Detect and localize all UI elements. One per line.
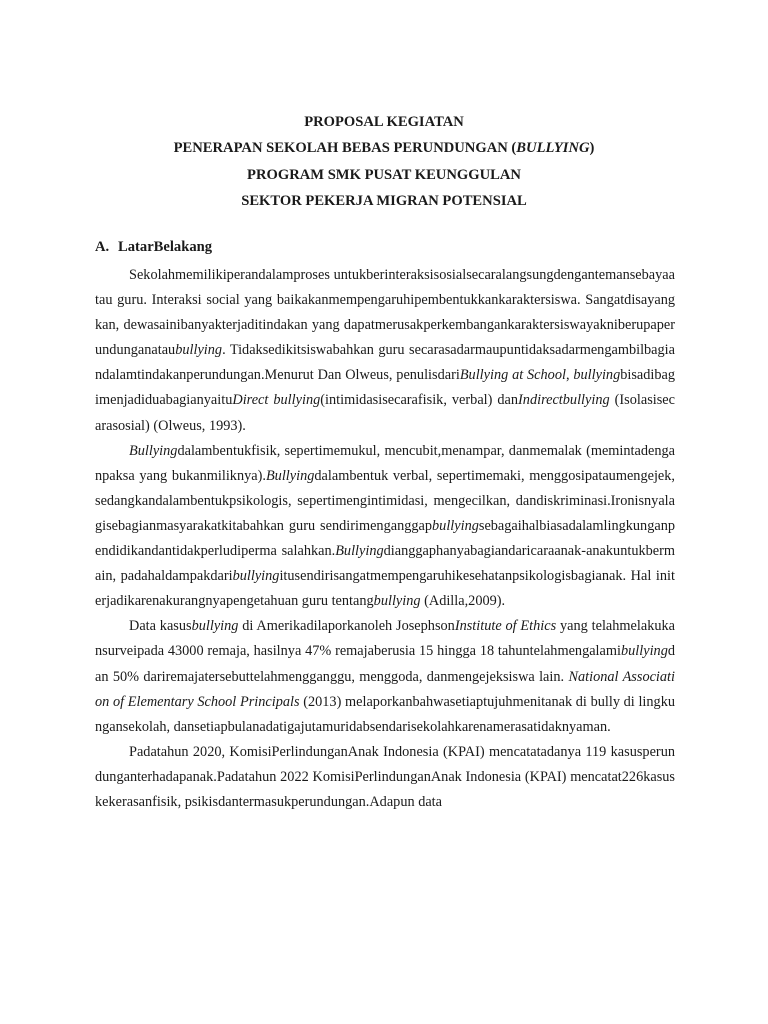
document-title [0, 109, 768, 215]
paragraph-run-italic: Bullying [129, 442, 178, 459]
document-body [95, 263, 675, 815]
title-line-3: PROGRAM SMK PUSAT KEUNGGULAN [247, 166, 521, 183]
paragraph-run: Data kasus [129, 618, 192, 635]
paragraph-run-italic: Bullying at School [459, 367, 566, 384]
paragraph-run: itusendirisangatmempengaruhikesehatanpsikologisbagianak. Hal initerjadikarenakurangnyapengetahuan guru tentang [95, 568, 675, 610]
paragraph-run: (intimidasisecarafisik, verbal) dan [320, 392, 519, 409]
paragraph-4 [95, 740, 675, 815]
paragraph-run: Sekolahmemilikiperandalamproses untukberinteraksisosialsecaralangsungdengantemansebayaatau guru. Interaksi social yang baikakanmempengaruhipembentukkankaraktersiswa. Sangatdisayangkan, dewasainibanyakterjaditindakan yang dapatmerusakperkembangankaraktersiswayakniberupaperundunganatau [95, 267, 675, 359]
paragraph-run: (Isolasisecarasosial) (Olweus, 1993). [95, 392, 675, 434]
section-heading [95, 236, 212, 258]
paragraph-run-italic: bullying [573, 367, 621, 384]
paragraph-run-italic: Direct bullying [232, 392, 321, 409]
paragraph-run-italic: Bullying [335, 543, 384, 560]
title-line-1: PROPOSAL KEGIATAN [304, 114, 464, 130]
paragraph-run: dalambentuk verbal, sepertimemaki, menggosipataumengejek, sedangkandalambentukpsikologis, sepertimengintimidasi, mengecilkan, dandiskriminasi.Ironisnyalagisebagianmasyarakatkitabahkan guru sendirimenganggap [95, 467, 675, 534]
title-line-2-close: ) [589, 140, 595, 157]
title-line-2 [0, 135, 768, 161]
paragraph-run: bisadibagimenjadiduabagianyaitu [95, 367, 676, 409]
paragraph-run: Padatahun 2020, KomisiPerlindunganAnak Indonesia (KPAI) mencatatadanya 119 kasusperundunganterhadapanak.Padatahun 2022 KomisiPerlindunganAnak Indonesia (KPAI) mencatat226kasuskekerasanfisik, psikisdantermasukperundungan.Adapun data [95, 743, 675, 810]
paragraph-3 [95, 614, 675, 739]
paragraph-run-italic: Indirectbullying [518, 392, 610, 409]
paragraph-run-italic: bullying [373, 593, 421, 610]
paragraph-run-italic: bullying [191, 618, 239, 635]
paragraph-run: dalambentukfisik, sepertimemukul, mencubit,menampar, danmemalak (memintadenganpaksa yang bukanmiliknya). [95, 442, 675, 484]
paragraph-run-italic: bullying [232, 568, 280, 585]
paragraph-run: dan 50% dariremajatersebuttelahmengganggu, menggoda, danmengejeksiswa lain. [95, 643, 675, 685]
paragraph-run: dianggaphanyabagiandaricaraanak-anakuntukbermain, padahaldampakdari [95, 543, 675, 585]
paragraph-run: . Tidaksedikitsiswabahkan guru secarasadarmaupuntidaksadarmengambilbagiandalamtindakanperundungan.Menurut Dan Olweus, penulisdari [95, 342, 675, 384]
paragraph-run-italic: Institute of Ethics [454, 618, 557, 635]
paragraph-2 [95, 439, 675, 615]
paragraph-run-italic: Bullying [265, 467, 315, 484]
paragraph-run: (Adilla,2009). [420, 593, 506, 610]
paragraph-1 [95, 263, 675, 439]
paragraph-run-italic: bullying [620, 643, 668, 660]
paragraph-run: yang telahmelakukansurveipada 43000 remaja, hasilnya 47% remajaberusia 15 hingga 18 tahuntelahmengalami [95, 618, 675, 660]
paragraph-run-italic: National Association of Elementary School Principals [95, 668, 675, 710]
paragraph-run-italic: bullying [432, 517, 479, 534]
paragraph-run: , [565, 367, 574, 384]
paragraph-run-italic: bullying [175, 342, 223, 359]
paragraph-run: sebagaihalbiasadalamlingkunganpendidikandantidakperludiperma salahkan. [95, 517, 675, 560]
paragraph-run: di Amerikadilaporkanoleh Josephson [238, 618, 455, 635]
section-title: LatarBelakang [118, 239, 213, 255]
section-number: A. [95, 239, 110, 255]
title-line-2-text: PENERAPAN SEKOLAH BEBAS PERUNDUNGAN ( [173, 140, 517, 157]
title-line-4: SEKTOR PEKERJA MIGRAN POTENSIAL [241, 193, 527, 210]
title-line-2-italic: BULLYING [516, 140, 590, 157]
paragraph-run: (2013) melaporkanbahwasetiaptujuhmenitanak di bully di lingkungansekolah, dansetiapbulanadatigajutamuridabsendarisekolahkarenamerasatidaknyaman. [95, 693, 675, 735]
